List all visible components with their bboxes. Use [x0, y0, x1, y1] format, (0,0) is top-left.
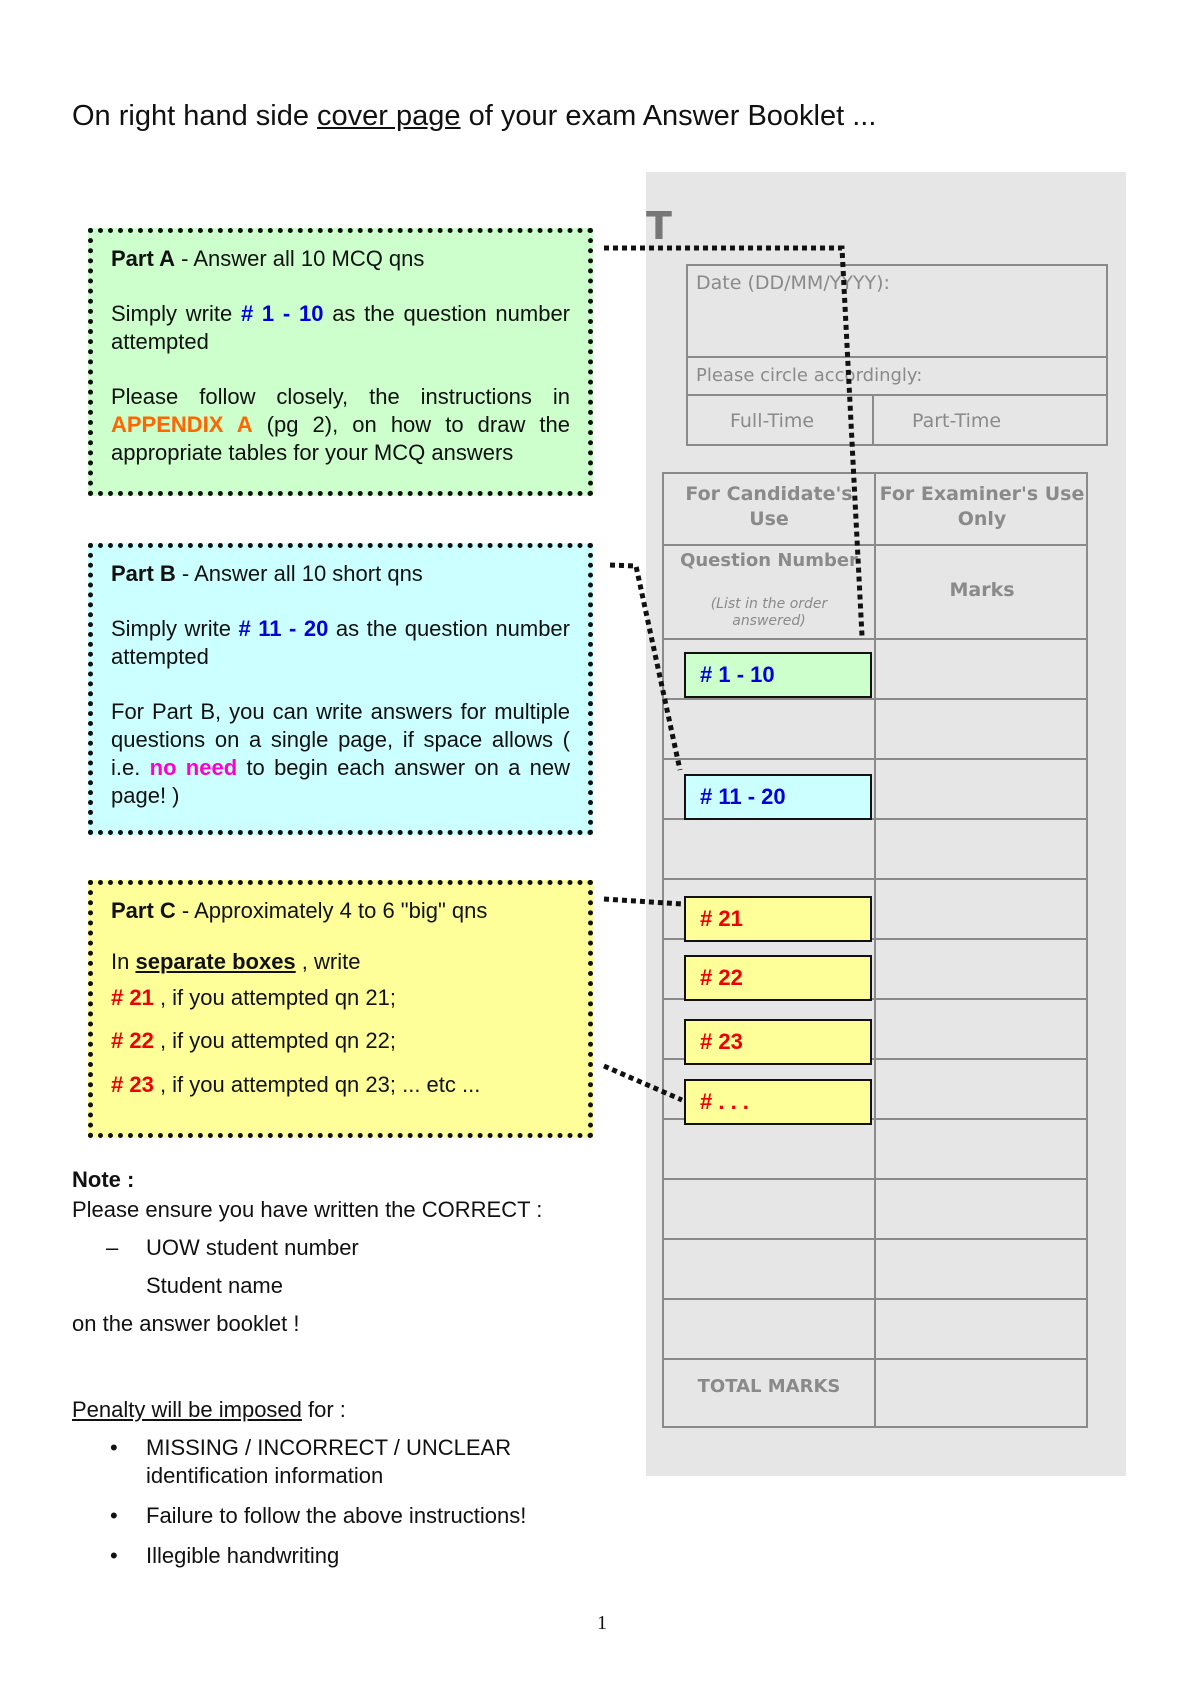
- penalty-item: • MISSING / INCORRECT / UNCLEAR identification information: [146, 1434, 632, 1490]
- form-full-time: Full-Time: [730, 410, 815, 432]
- note-item-student-name: Student name: [146, 1273, 283, 1298]
- tag-23: # 23: [684, 1019, 872, 1065]
- part-c-title: Part C: [111, 898, 176, 923]
- note-item-student-number: [106, 1233, 632, 1263]
- penalty-list: [72, 1434, 632, 1570]
- form-part-time: Part-Time: [912, 410, 1002, 432]
- penalty-post: for :: [301, 1397, 346, 1422]
- part-b-line1-post: as the question number attempted: [111, 616, 570, 669]
- penalty-link: Penalty will be imposed: [72, 1397, 302, 1422]
- part-c-line1: [111, 948, 570, 976]
- note-title: Note :: [72, 1167, 135, 1192]
- part-a-box: [88, 228, 593, 496]
- form-corner-letter: T: [646, 204, 672, 248]
- form-question-number: Question Number: [680, 550, 858, 571]
- dash-icon: –: [106, 1235, 119, 1260]
- part-c-line1-post: , write: [295, 949, 361, 974]
- part-b-line1: [111, 615, 570, 671]
- part-a-range: # 1 - 10: [240, 301, 324, 326]
- part-b-heading: [111, 560, 570, 588]
- heading-pre: On right hand side: [72, 100, 318, 132]
- part-a-line1-pre: Simply write: [111, 301, 241, 326]
- connector-part-b: [610, 565, 680, 770]
- part-c-item-text: , if you attempted qn 22;: [153, 1028, 396, 1053]
- tag-22: # 22: [684, 955, 872, 1001]
- part-c-item-num: # 22: [111, 1028, 154, 1053]
- part-c-separate-boxes: separate boxes: [135, 949, 296, 974]
- part-a-line1-post: as the question number attempted: [111, 301, 571, 354]
- note-item1-text: UOW student number: [146, 1235, 359, 1260]
- penalty-item: • Failure to follow the above instructions!: [146, 1502, 632, 1530]
- part-c-item-text: , if you attempted qn 23; ... etc ...: [153, 1072, 481, 1097]
- part-b-line2-post: to begin each answer on a new page! ): [111, 755, 571, 808]
- part-a-line2-pre: Please follow closely, the instructions in: [111, 384, 570, 409]
- part-a-subtitle: - Answer all 10 MCQ qns: [174, 246, 425, 271]
- note-section: [72, 1165, 632, 1339]
- note-intro: Please ensure you have written the CORRECT :: [72, 1197, 543, 1222]
- form-marks-header: Marks: [949, 579, 1015, 601]
- penalty-item: • Illegible handwriting: [146, 1542, 632, 1570]
- part-a-appendix: APPENDIX A: [111, 412, 253, 437]
- form-examiner-header: For Examiner's Use Only: [879, 483, 1085, 530]
- heading-post: of your exam Answer Booklet ...: [460, 100, 877, 132]
- part-c-item-num: # 21: [111, 985, 154, 1010]
- part-a-title: Part A: [111, 246, 175, 271]
- connector-part-c-bottom: [604, 1066, 682, 1100]
- form-list-note: (List in the order answered): [710, 596, 828, 629]
- form-candidate-header: For Candidate's Use: [685, 483, 853, 530]
- form-date-label: Date (DD/MM/YYYY):: [696, 272, 890, 294]
- tag-etc: # . . .: [684, 1079, 872, 1125]
- part-c-item: [111, 1063, 570, 1107]
- penalty-heading: [72, 1396, 632, 1424]
- form-total-marks: TOTAL MARKS: [697, 1376, 841, 1397]
- part-c-box: [88, 880, 593, 1138]
- connector-part-a: [604, 248, 862, 636]
- note-outro: on the answer booklet !: [72, 1311, 300, 1336]
- connector-part-c-top: [604, 899, 682, 904]
- part-a-line2: [111, 383, 570, 467]
- part-b-box: [88, 543, 593, 835]
- part-b-line2: [111, 698, 570, 810]
- tag-1-10: # 1 - 10: [684, 652, 872, 698]
- tag-11-20: # 11 - 20: [684, 774, 872, 820]
- part-b-no-need: no need: [149, 755, 238, 780]
- part-b-line1-pre: Simply write: [111, 616, 239, 641]
- part-c-subtitle: - Approximately 4 to 6 "big" qns: [175, 898, 488, 923]
- part-b-title: Part B: [111, 561, 176, 586]
- heading-cover-page: cover page: [317, 100, 461, 132]
- part-a-line1: [111, 300, 570, 356]
- tag-21: # 21: [684, 896, 872, 942]
- part-b-line2-pre: For Part B, you can write answers for multiple questions on a single page, if space allows ( i.e.: [111, 699, 570, 780]
- page-number: 1: [597, 1612, 607, 1634]
- part-b-range: # 11 - 20: [238, 616, 329, 641]
- part-c-item-text: , if you attempted qn 21;: [153, 985, 396, 1010]
- part-a-heading: [111, 245, 570, 273]
- part-b-subtitle: - Answer all 10 short qns: [175, 561, 423, 586]
- part-c-item-num: # 23: [111, 1072, 154, 1097]
- part-c-heading: [111, 897, 570, 925]
- part-c-item: [111, 976, 570, 1020]
- part-c-item: [111, 1019, 570, 1063]
- part-c-line1-pre: In: [111, 949, 136, 974]
- part-a-line2-post: (pg 2), on how to draw the appropriate tables for your MCQ answers: [111, 412, 570, 465]
- penalty-section: [72, 1396, 632, 1582]
- form-circle-label: Please circle accordingly:: [696, 365, 923, 386]
